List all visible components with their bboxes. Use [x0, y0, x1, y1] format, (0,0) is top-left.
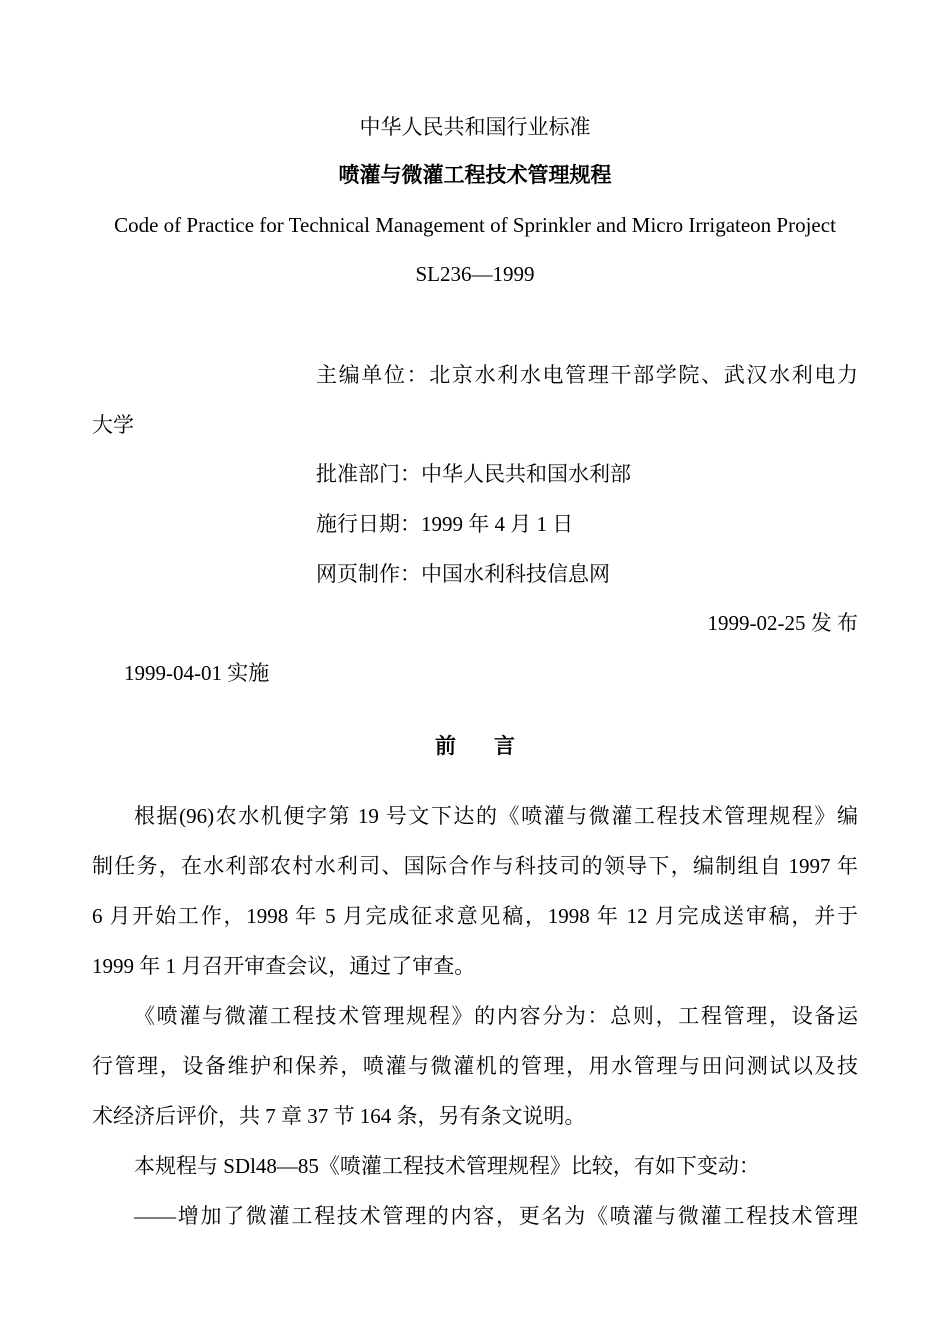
- effective-date: 施行日期：1999 年 4 月 1 日: [316, 512, 574, 536]
- document-title: 喷灌与微灌工程技术管理规程: [338, 163, 612, 187]
- standard-code: SL236—1999: [415, 262, 535, 286]
- preface-p2-line2: 行管理，设备维护和保养，喷灌与微灌机的管理，用水管理与田问测试以及技: [92, 1054, 858, 1078]
- web-producer: 网页制作：中国水利科技信息网: [316, 562, 610, 586]
- preface-p2-line3: 术经济后评价，共 7 章 37 节 164 条，另有条文说明。: [92, 1104, 586, 1128]
- preface-p4-line1: ——增加了微灌工程技术管理的内容，更名为《喷灌与微灌工程技术管理: [134, 1204, 858, 1228]
- editor-unit-line2: 大学: [92, 413, 134, 437]
- document-title-english: Code of Practice for Technical Management of Sprinkler and Micro Irrigateon Project: [114, 213, 836, 237]
- preface-p1-line1: 根据(96)农水机便字第 19 号文下达的《喷灌与微灌工程技术管理规程》编: [134, 804, 858, 828]
- implementation-date: 1999-04-01 实施: [124, 661, 270, 685]
- preface-p1-line3: 6 月开始工作，1998 年 5 月完成征求意见稿，1998 年 12 月完成送审稿，并于: [92, 904, 858, 928]
- preface-p1-line2: 制任务，在水利部农村水利司、国际合作与科技司的领导下，编制组自 1997 年: [92, 854, 858, 878]
- preface-p3-line1: 本规程与 SDl48—85《喷灌工程技术管理规程》比较，有如下变动：: [134, 1154, 760, 1178]
- issue-date: 1999-02-25 发 布: [707, 611, 858, 635]
- preface-p1-line4: 1999 年 1 月召开审查会议，通过了审查。: [92, 954, 476, 978]
- preface-title: 前言: [435, 734, 553, 758]
- preface-p2-line1: 《喷灌与微灌工程技术管理规程》的内容分为：总则，工程管理，设备运: [134, 1004, 858, 1028]
- approval-department: 批准部门：中华人民共和国水利部: [316, 462, 631, 486]
- editor-unit-line1: 主编单位：北京水利水电管理干部学院、武汉水利电力: [316, 363, 858, 387]
- standard-type: 中华人民共和国行业标准: [359, 115, 591, 139]
